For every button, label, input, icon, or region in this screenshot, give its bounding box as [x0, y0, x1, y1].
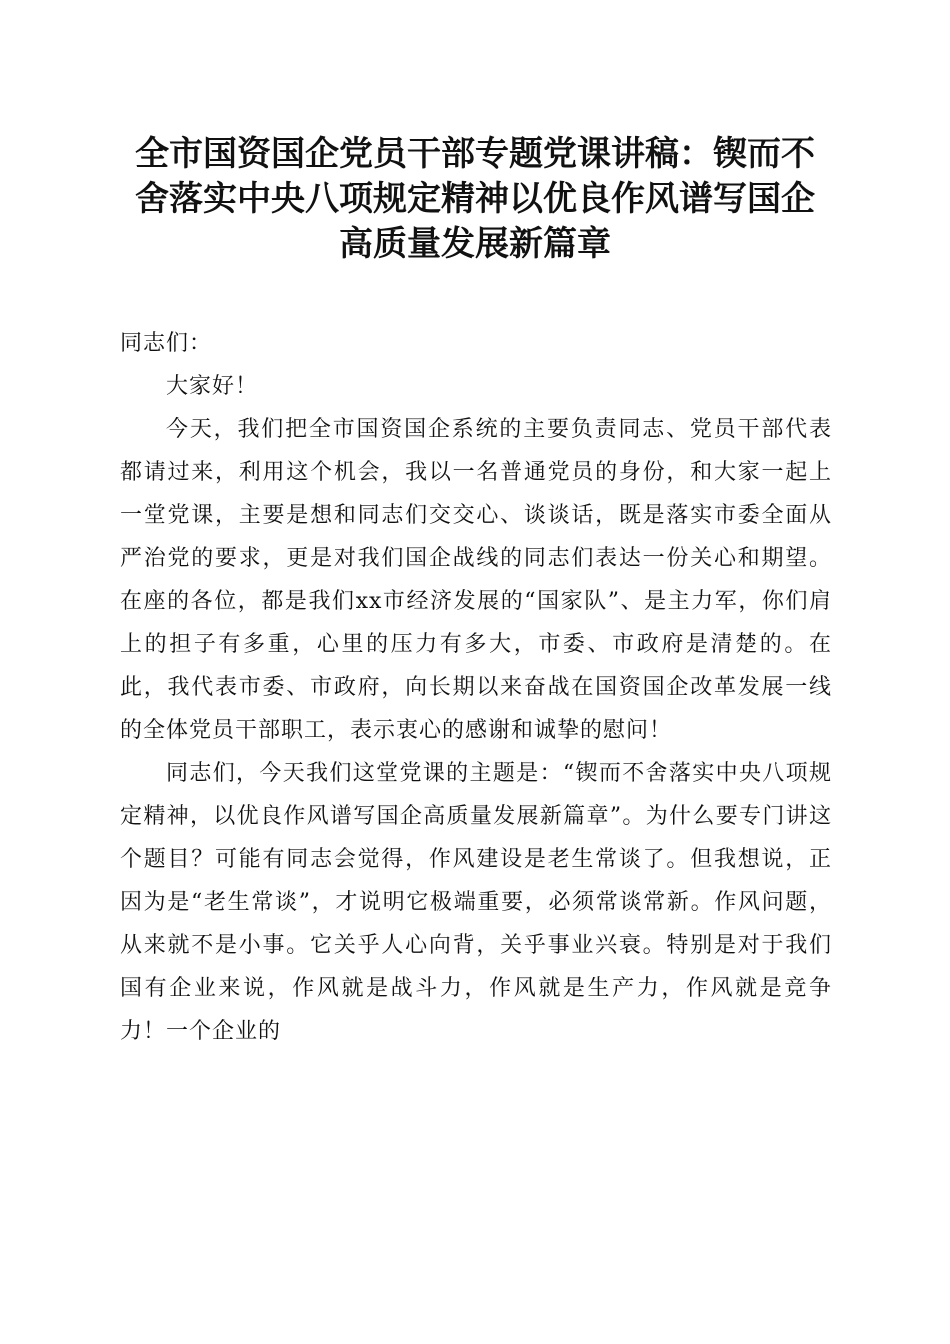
- title-line-1: 全市国资国企党员干部专题党课讲稿：锲而不: [135, 134, 815, 174]
- document-body: [120, 322, 832, 1053]
- document-title: [118, 132, 832, 267]
- paragraph-1: 今天，我们把全市国资国企系统的主要负责同志、党员干部代表都请过来，利用这个机会，我以一名普通党员的身份，和大家一起上一堂党课，主要是想和同志们交交心、谈谈话，既是落实市委全面从严治党的要求，更是对我们国企战线的同志们表达一份关心和期望。在座的各位，都是我们xx市经济发展的“国家队”、是主力军，你们肩上的担子有多重，心里的压力有多大，市委、市政府是清楚的。在此，我代表市委、市政府，向长期以来奋战在国资国企改革发展一线的全体党员干部职工，表示衷心的感谢和诚挚的慰问！: [120, 417, 832, 743]
- greeting: 大家好！: [166, 374, 259, 399]
- title-line-3: 高质量发展新篇章: [339, 224, 611, 264]
- paragraph-2: 同志们，今天我们这堂党课的主题是：“锲而不舍落实中央八项规定精神，以优良作风谱写国企高质量发展新篇章”。为什么要专门讲这个题目？可能有同志会觉得，作风建设是老生常谈了。但我想说，正因为是“老生常谈”，才说明它极端重要，必须常谈常新。作风问题，从来就不是小事。它关乎人心向背，关乎事业兴衰。特别是对于我们国有企业来说，作风就是战斗力，作风就是生产力，作风就是竞争力！一个企业的: [120, 761, 832, 1044]
- title-line-2: 舍落实中央八项规定精神以优良作风谱写国企: [135, 179, 815, 219]
- salutation: 同志们：: [120, 331, 213, 356]
